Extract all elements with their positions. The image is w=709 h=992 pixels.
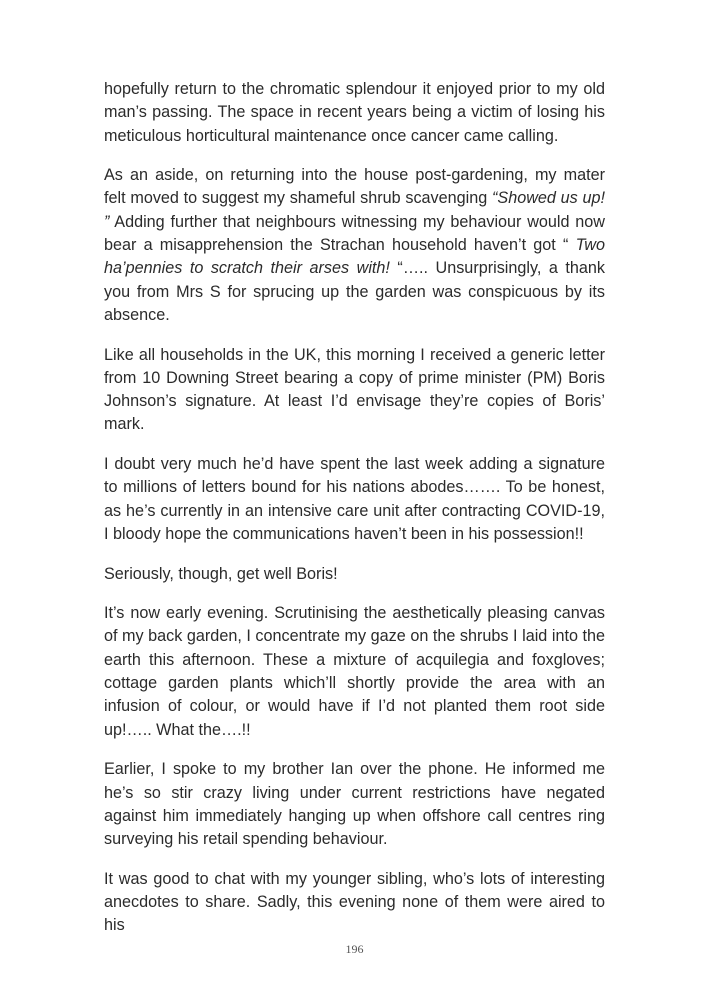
paragraph-7 bbox=[104, 758, 605, 851]
paragraph-4-text: I doubt very much he’d have spent the last week adding a signature to millions of letters bound for his nations abodes……. To be honest, as he’s currently in an intensive care unit after contracting COVID-19, I bloody hope the communications haven’t been in his possession!! bbox=[104, 455, 605, 543]
paragraph-5-text: Seriously, though, get well Boris! bbox=[104, 564, 338, 583]
paragraph-7-text: Earlier, I spoke to my brother Ian over the phone. He informed me he’s so stir crazy living under current restrictions have negated against him immediately hanging up when offshore call centres ring surveying his retail spending behaviour. bbox=[104, 760, 605, 849]
paragraph-6 bbox=[104, 602, 605, 742]
body-text bbox=[104, 78, 605, 954]
paragraph-2-text-b: Adding further that neighbours witnessing my behaviour would now bear a misapprehension the Strachan household haven’t got “ bbox=[104, 212, 605, 255]
paragraph-3-text: Like all households in the UK, this morning I received a generic letter from 10 Downing Street bearing a copy of prime minister (PM) Boris Johnson’s signature. At least I’d envisage they’re copies of Boris’ mark. bbox=[104, 345, 605, 434]
paragraph-2-text-c: “….. Unsurprisingly, a thank you from Mrs S for sprucing up the garden was conspicuous by its absence. bbox=[104, 259, 606, 324]
paragraph-8 bbox=[104, 868, 605, 938]
paragraph-5 bbox=[104, 563, 605, 586]
paragraph-1 bbox=[104, 78, 605, 148]
paragraph-4 bbox=[104, 453, 605, 546]
paragraph-2 bbox=[104, 164, 605, 327]
paragraph-2-text-a: As an aside, on returning into the house post-gardening, my mater felt moved to suggest my shameful shrub scavenging bbox=[104, 166, 605, 208]
paragraph-1-text: hopefully return to the chromatic splendour it enjoyed prior to my old man’s passing. The space in recent years being a victim of losing his meticulous horticultural maintenance once cancer came calling. bbox=[104, 80, 605, 145]
paragraph-2-quote-two-hapennies: Two ha’pennies to scratch their arses with! bbox=[104, 236, 605, 278]
paragraph-6-text: It’s now early evening. Scrutinising the aesthetically pleasing canvas of my back garden, I concentrate my gaze on the shrubs I laid into the earth this afternoon. These a mixture of acquilegia and foxgloves; cottage garden plants which’ll shortly provide the area with an infusion of colour, or would have if I’d not planted them root side up!….. What the….!! bbox=[104, 604, 605, 739]
paragraph-3 bbox=[104, 344, 605, 437]
paragraph-8-text: It was good to chat with my younger sibling, who’s lots of interesting anecdotes to share. Sadly, this evening none of them were aired to his bbox=[104, 869, 605, 935]
page-number: 196 bbox=[345, 942, 364, 956]
paragraph-2-quote-showed-us-up: “Showed us up! ” bbox=[104, 189, 605, 231]
